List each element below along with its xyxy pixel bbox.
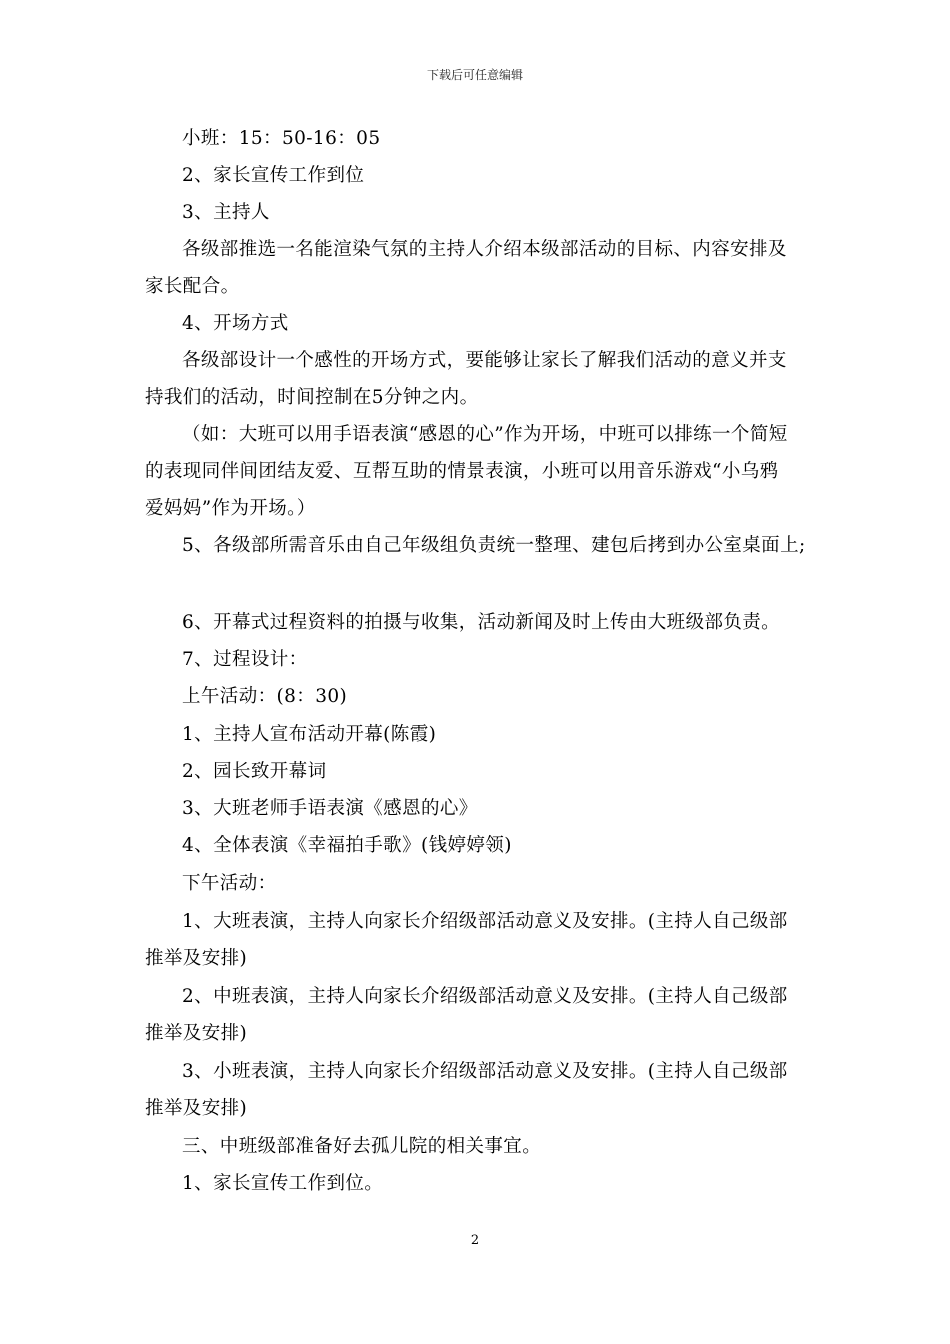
paragraph-line: 各级部推选一名能渲染气氛的主持人介绍本级部活动的目标、内容安排及 <box>182 239 787 260</box>
paragraph-line: 1、大班表演，主持人向家长介绍级部活动意义及安排。(主持人自己级部 <box>182 911 788 932</box>
paragraph-line: 3、主持人 <box>182 202 270 223</box>
paragraph-line: 各级部设计一个感性的开场方式，要能够让家长了解我们活动的意义并支 <box>182 350 787 371</box>
paragraph-line: 3、小班表演，主持人向家长介绍级部活动意义及安排。(主持人自己级部 <box>182 1061 788 1082</box>
paragraph-line: 爱妈妈”作为开场。） <box>145 498 316 519</box>
paragraph-line: 推举及安排) <box>145 948 248 969</box>
paragraph-line: 三、中班级部准备好去孤儿院的相关事宜。 <box>182 1136 542 1157</box>
paragraph-line: 3、大班老师手语表演《感恩的心》 <box>182 798 478 819</box>
paragraph-line: 下午活动： <box>182 873 277 894</box>
paragraph-line: 2、中班表演，主持人向家长介绍级部活动意义及安排。(主持人自己级部 <box>182 986 788 1007</box>
paragraph-line: 家长配合。 <box>145 276 240 297</box>
paragraph-line: 推举及安排) <box>145 1098 248 1119</box>
paragraph-line: 1、主持人宣布活动开幕(陈霞) <box>182 724 437 745</box>
paragraph-line: 上午活动：(8：30) <box>182 686 348 707</box>
paragraph-line: 7、过程设计： <box>182 649 308 670</box>
paragraph-line: 6、开幕式过程资料的拍摄与收集，活动新闻及时上传由大班级部负责。 <box>182 612 781 633</box>
paragraph-line: 5、各级部所需音乐由自己年级组负责统一整理、建包后拷到办公室桌面上; <box>182 535 806 556</box>
paragraph-line: 2、家长宣传工作到位 <box>182 165 365 186</box>
paragraph-line: （如：大班可以用手语表演“感恩的心”作为开场，中班可以排练一个简短 <box>182 424 788 445</box>
paragraph-line: 2、园长致开幕词 <box>182 761 327 782</box>
paragraph-line: 4、全体表演《幸福拍手歌》(钱婷婷领) <box>182 835 512 856</box>
page-number: 2 <box>470 1233 480 1248</box>
paragraph-line: 的表现同伴间团结友爱、互帮互助的情景表演，小班可以用音乐游戏“小乌鸦 <box>145 461 779 482</box>
paragraph-line: 持我们的活动，时间控制在5分钟之内。 <box>145 387 479 408</box>
paragraph-line: 小班：15：50-16：05 <box>182 128 381 149</box>
paragraph-line: 推举及安排) <box>145 1023 248 1044</box>
paragraph-line: 1、家长宣传工作到位。 <box>182 1173 384 1194</box>
page-header: 下载后可任意编辑 <box>426 68 523 82</box>
paragraph-line: 4、开场方式 <box>182 313 289 334</box>
